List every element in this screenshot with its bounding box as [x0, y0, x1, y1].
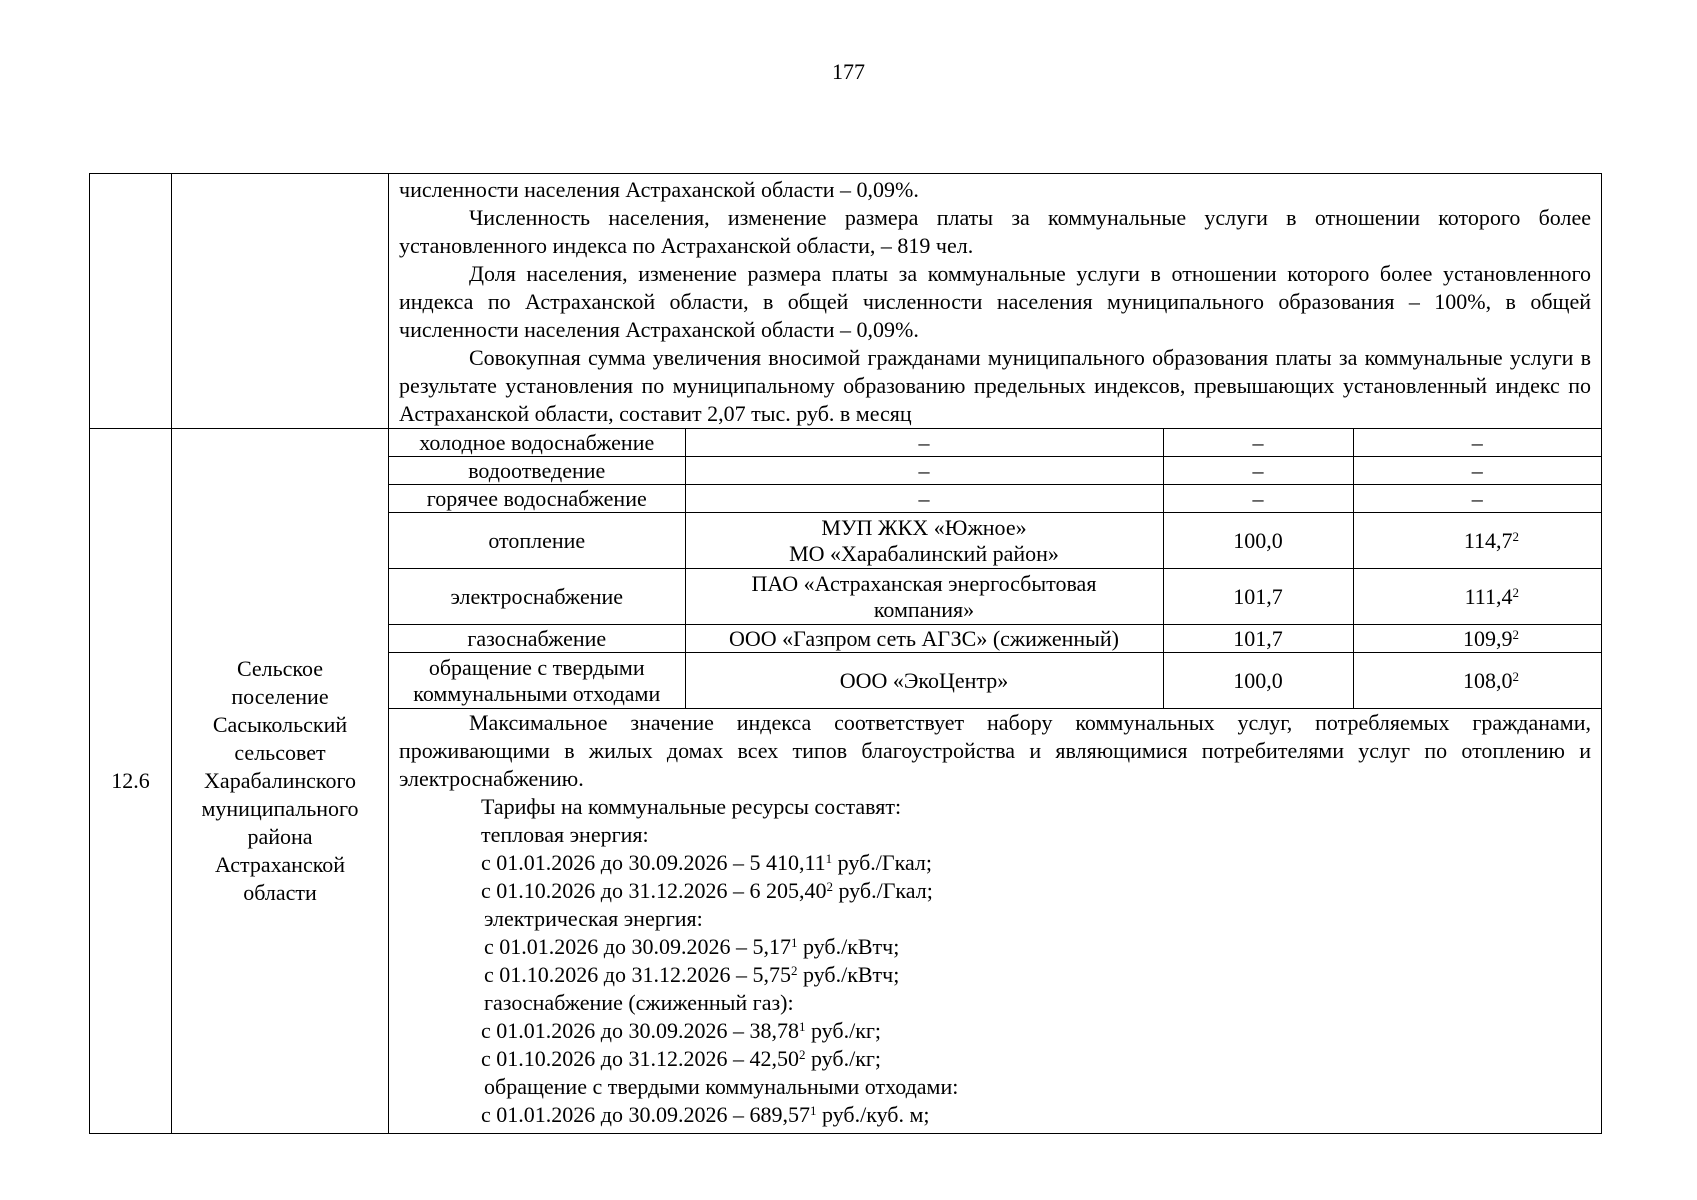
name-line: района [247, 824, 313, 849]
index-value: 100,0 [1163, 513, 1353, 569]
service-name: холодное водоснабжение [389, 429, 685, 457]
row-number: 12.6 [90, 429, 172, 1134]
provider: ООО «ЭкоЦентр» [685, 653, 1163, 709]
services-table [389, 429, 1601, 709]
index-value: 101,7 [1163, 569, 1353, 625]
provider: – [685, 485, 1163, 513]
limit-value: – [1353, 457, 1601, 485]
limit-value: 114,7$^2$ [1353, 513, 1601, 569]
page-number: 177 [832, 59, 865, 84]
provider-line: МО «Харабалинский район» [789, 540, 1059, 566]
index-value: 101,7 [1163, 625, 1353, 653]
service-row-solid-waste [389, 653, 1601, 709]
service-row-gas [389, 625, 1601, 653]
limit-value: 108,0$^2$ [1353, 653, 1601, 709]
service-name: электроснабжение [389, 569, 685, 625]
provider [685, 569, 1163, 625]
index-value: 100,0 [1163, 653, 1353, 709]
electricity-tariff-2: с 01.10.2026 до 31.12.2026 – 5,75$^2$ руб./кВтч; [484, 962, 900, 987]
service-row-hot-water [389, 485, 1601, 513]
continuation-paragraph-4: Совокупная сумма увеличения вносимой гражданами муниципального образования платы за коммунальные услуги в результате установления по муниципальному образованию предельных индексов, превышающих установленный индекс по Астраханской области, составит 2,07 тыс. руб. в месяц [399, 345, 1591, 426]
continuation-number-cell [90, 174, 172, 429]
name-line: Сасыкольский [212, 712, 348, 737]
provider-line: компания» [873, 596, 975, 622]
service-name: отопление [389, 513, 685, 569]
provider [685, 513, 1163, 569]
municipality-row [90, 429, 1602, 1134]
heat-tariff-1: с 01.01.2026 до 30.09.2026 – 5 410,11$^1$ руб./Гкал; [481, 850, 933, 875]
service-row-sewerage [389, 457, 1601, 485]
index-note: Максимальное значение индекса соответствует набору коммунальных услуг, потребляемых гражданами, проживающими в жилых домах всех типов благоустройства и являющимися потребителями услуг по отоплению и электроснабжению. [399, 710, 1591, 791]
service-row-heating [389, 513, 1601, 569]
electricity-tariff-1: с 01.01.2026 до 30.09.2026 – 5,17$^1$ руб./кВтч; [484, 934, 900, 959]
limit-value: 109,9$^2$ [1353, 625, 1601, 653]
limit-value: – [1353, 485, 1601, 513]
service-name: водоотведение [389, 457, 685, 485]
service-line: обращение с твердыми [428, 654, 645, 680]
name-line: Астраханской [214, 852, 346, 877]
limit-value: – [1353, 429, 1601, 457]
service-name: газоснабжение [389, 625, 685, 653]
utility-index-table [89, 173, 1602, 1134]
continuation-paragraph-2: Численность населения, изменение размера платы за коммунальные услуги в отношении которого более установленного индекса по Астраханской области, – 819 чел. [399, 205, 1591, 258]
continuation-name-cell [172, 174, 389, 429]
gas-tariff-1: с 01.01.2026 до 30.09.2026 – 38,78$^1$ руб./кг; [481, 1018, 882, 1043]
continuation-paragraph-1: численности населения Астраханской области – 0,09%. [399, 177, 919, 202]
services-cell [389, 429, 1602, 1134]
service-name: горячее водоснабжение [389, 485, 685, 513]
index-value: – [1163, 429, 1353, 457]
name-line: сельсовет [234, 740, 326, 765]
municipality-name [172, 429, 389, 1134]
service-name [389, 653, 685, 709]
continuation-paragraph-3: Доля населения, изменение размера платы за коммунальные услуги в отношении которого более установленного индекса по Астраханской области, в общей численности населения муниципального образования – 100%, в общей численности населения Астраханской области – 0,09%. [399, 261, 1591, 342]
index-value: – [1163, 485, 1353, 513]
waste-label: обращение с твердыми коммунальными отходами: [484, 1074, 959, 1099]
provider: – [685, 457, 1163, 485]
name-line: области [243, 880, 317, 905]
index-value: – [1163, 457, 1353, 485]
continuation-text-cell [389, 174, 1602, 429]
service-row-electricity [389, 569, 1601, 625]
provider: ООО «Газпром сеть АГЗС» (сжиженный) [685, 625, 1163, 653]
electricity-label: электрическая энергия: [484, 906, 703, 931]
continuation-row [90, 174, 1602, 429]
heat-label: тепловая энергия: [481, 822, 649, 847]
service-line: коммунальными отходами [413, 680, 661, 706]
name-line: Харабалинского [204, 768, 356, 793]
provider-line: МУП ЖКХ «Южное» [821, 514, 1027, 540]
name-line: поселение [231, 684, 329, 709]
provider-line: ПАО «Астраханская энергосбытовая [751, 570, 1097, 596]
tariffs-title: Тарифы на коммунальные ресурсы составят: [481, 794, 902, 819]
name-line: Сельское [236, 656, 324, 681]
gas-label: газоснабжение (сжиженный газ): [484, 990, 794, 1015]
waste-tariff-1: с 01.01.2026 до 30.09.2026 – 689,57$^1$ руб./куб. м; [481, 1102, 930, 1127]
service-row-cold-water [389, 429, 1601, 457]
provider: – [685, 429, 1163, 457]
name-line: муниципального [201, 796, 359, 821]
tariffs-text [389, 709, 1601, 1133]
heat-tariff-2: с 01.10.2026 до 31.12.2026 – 6 205,40$^2$ руб./Гкал; [481, 878, 933, 903]
limit-value: 111,4$^2$ [1353, 569, 1601, 625]
gas-tariff-2: с 01.10.2026 до 31.12.2026 – 42,50$^2$ руб./кг; [481, 1046, 882, 1071]
